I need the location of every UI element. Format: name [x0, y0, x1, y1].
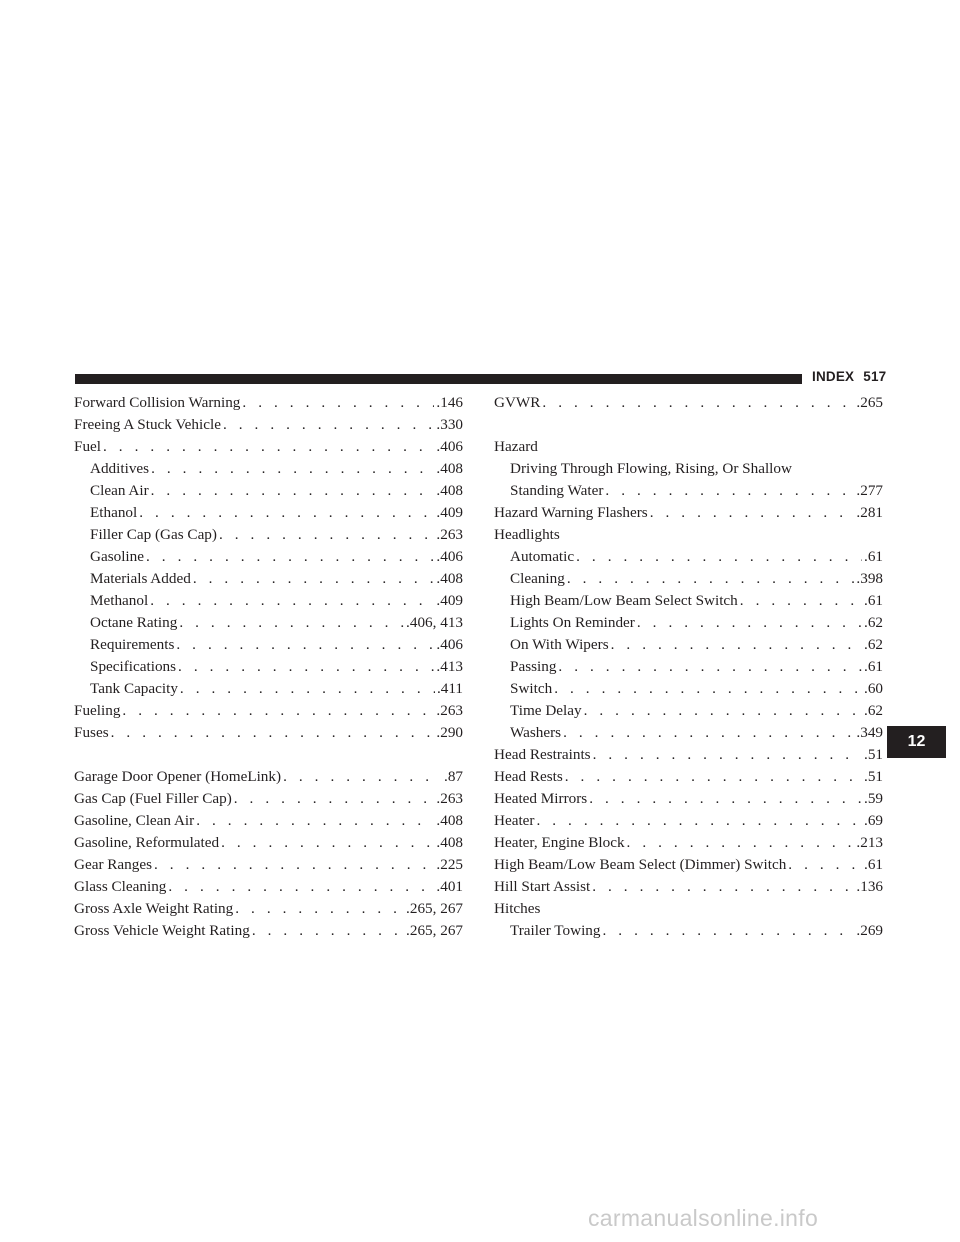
index-entry [74, 766, 463, 788]
page-reference[interactable]: .411 [436, 680, 463, 697]
index-entry [74, 854, 463, 876]
dot-leader [627, 832, 855, 854]
page-reference[interactable]: .62 [864, 702, 883, 719]
dot-leader [536, 810, 862, 832]
dot-leader [283, 766, 442, 788]
page-reference[interactable]: .408 [436, 812, 463, 829]
dot-leader [589, 788, 862, 810]
page-reference[interactable]: .408 [436, 834, 463, 851]
index-term: Washers [510, 724, 562, 741]
index-term: Cleaning [510, 570, 565, 587]
index-term: Gas Cap (Fuel Filler Cap) [74, 790, 232, 807]
index-term: Filler Cap (Gas Cap) [90, 526, 217, 543]
index-entry [494, 590, 883, 612]
page-reference[interactable]: .61 [864, 548, 883, 565]
page-reference[interactable]: .413 [436, 658, 463, 675]
index-term: Head Restraints [494, 746, 591, 763]
index-term: Time Delay [510, 702, 582, 719]
page-reference[interactable]: .409 [436, 592, 463, 609]
page-reference[interactable]: .408 [436, 482, 463, 499]
dot-leader [223, 414, 434, 436]
index-column-left [74, 392, 463, 942]
dot-leader [565, 766, 862, 788]
index-entry [74, 898, 463, 920]
dot-leader [650, 502, 855, 524]
index-entry [74, 502, 463, 524]
index-entry [494, 678, 883, 700]
index-term: Head Rests [494, 768, 563, 785]
dot-leader [558, 656, 862, 678]
index-entry [494, 546, 883, 568]
page-reference[interactable]: .408 [436, 570, 463, 587]
index-term: Clean Air [90, 482, 149, 499]
index-entry [74, 414, 463, 436]
dot-leader [242, 392, 434, 414]
page-reference[interactable]: .401 [436, 878, 463, 895]
index-term: Gear Ranges [74, 856, 153, 873]
index-term: High Beam/Low Beam Select (Dimmer) Switch [494, 856, 787, 873]
index-term: Headlights [494, 526, 560, 543]
page-reference[interactable]: .277 [856, 482, 883, 499]
dot-leader [180, 678, 435, 700]
dot-leader [179, 612, 404, 634]
index-entry [74, 568, 463, 590]
index-entry [74, 810, 463, 832]
index-entry [74, 722, 463, 744]
index-term: Hitches [494, 900, 541, 917]
page-reference[interactable]: .51 [864, 768, 883, 785]
index-term: Fuel [74, 438, 102, 455]
index-term: Hazard Warning Flashers [494, 504, 648, 521]
dot-leader [221, 832, 434, 854]
index-entry [494, 722, 883, 744]
index-term: Hazard [494, 438, 538, 455]
index-term: Gasoline, Clean Air [74, 812, 195, 829]
dot-leader [151, 480, 435, 502]
dot-leader [193, 568, 435, 590]
index-entry [494, 700, 883, 722]
watermark: carmanualsonline.info [588, 1205, 819, 1231]
index-entry [74, 436, 463, 458]
dot-leader [788, 854, 862, 876]
index-term: Octane Rating [90, 614, 178, 631]
dot-leader [178, 656, 434, 678]
index-entry [494, 832, 883, 854]
index-entry [494, 436, 883, 458]
page-reference[interactable]: .146 [436, 394, 463, 411]
index-entry [494, 568, 883, 590]
index-term: GVWR [494, 394, 541, 411]
dot-leader [103, 436, 434, 458]
index-entry [74, 920, 463, 942]
index-entry [74, 634, 463, 656]
page-reference[interactable]: .51 [864, 746, 883, 763]
dot-leader [611, 634, 862, 656]
dot-leader [150, 590, 434, 612]
dot-leader [603, 920, 855, 942]
dot-leader [740, 590, 862, 612]
page-reference[interactable]: .330 [436, 416, 463, 433]
page-reference[interactable]: .213 [856, 834, 883, 851]
dot-leader [122, 700, 434, 722]
header-rule [75, 374, 802, 384]
page-reference[interactable]: .265, 267 [406, 900, 463, 917]
index-entry [494, 876, 883, 898]
dot-leader [252, 920, 404, 942]
index-entry [494, 920, 883, 942]
dot-leader [605, 480, 854, 502]
index-entry [494, 810, 883, 832]
page-reference[interactable]: .349 [856, 724, 883, 741]
dot-leader [593, 744, 862, 766]
index-term: Hill Start Assist [494, 878, 591, 895]
index-entry [74, 678, 463, 700]
dot-leader [554, 678, 862, 700]
page-reference[interactable]: .398 [856, 570, 883, 587]
index-term: Gasoline, Reformulated [74, 834, 220, 851]
page-number: 517 [863, 369, 887, 384]
index-term: Heated Mirrors [494, 790, 588, 807]
index-term: Trailer Towing [510, 922, 601, 939]
page-reference[interactable]: .406 [436, 636, 463, 653]
page-reference[interactable]: .61 [864, 856, 883, 873]
dot-leader [592, 876, 854, 898]
index-term: Switch [510, 680, 553, 697]
dot-leader [234, 788, 435, 810]
dot-leader [637, 612, 862, 634]
index-term: Garage Door Opener (HomeLink) [74, 768, 282, 785]
index-term: Fuses [74, 724, 109, 741]
index-entry [494, 634, 883, 656]
index-entry [494, 744, 883, 766]
index-entry [494, 766, 883, 788]
index-term: Additives [90, 460, 150, 477]
page-reference[interactable]: .406, 413 [406, 614, 463, 631]
index-entry [74, 524, 463, 546]
index-entry [494, 480, 883, 502]
dot-leader [139, 502, 434, 524]
chapter-tab[interactable]: 12 [887, 726, 946, 758]
index-term: Gross Axle Weight Rating [74, 900, 234, 917]
page-reference[interactable]: .59 [864, 790, 883, 807]
index-entry [74, 876, 463, 898]
dot-leader [584, 700, 862, 722]
dot-leader [154, 854, 434, 876]
index-entry [74, 590, 463, 612]
page-reference[interactable]: .290 [436, 724, 463, 741]
dot-leader [219, 524, 434, 546]
index-term: Ethanol [90, 504, 138, 521]
index-entry [494, 612, 883, 634]
dot-leader [151, 458, 434, 480]
index-entry [494, 656, 883, 678]
index-entry [74, 612, 463, 634]
section-title: INDEX [812, 369, 855, 384]
dot-leader [146, 546, 434, 568]
dot-leader [542, 392, 854, 414]
index-column-right [494, 392, 883, 942]
page-reference[interactable]: .409 [436, 504, 463, 521]
index-term: Forward Collision Warning [74, 394, 241, 411]
index-term: Heater [494, 812, 535, 829]
index-entry [494, 898, 883, 920]
dot-leader [176, 634, 434, 656]
page-reference[interactable]: .60 [864, 680, 883, 697]
dot-leader [563, 722, 854, 744]
index-entry [494, 524, 883, 546]
page-reference[interactable]: .263 [436, 526, 463, 543]
index-entry [74, 480, 463, 502]
index-term: Requirements [90, 636, 175, 653]
index-entry [494, 458, 883, 480]
index-term: High Beam/Low Beam Select Switch [510, 592, 738, 609]
index-entry [74, 832, 463, 854]
dot-leader [168, 876, 434, 898]
page-reference[interactable]: .62 [864, 614, 883, 631]
index-term: Automatic [510, 548, 575, 565]
page-reference[interactable]: .406 [436, 548, 463, 565]
index-term: Standing Water [510, 482, 604, 499]
index-entry [74, 656, 463, 678]
index-entry [494, 392, 883, 414]
index-term: Glass Cleaning [74, 878, 167, 895]
index-entry [74, 546, 463, 568]
page-reference[interactable]: .87 [444, 768, 463, 785]
dot-leader [196, 810, 434, 832]
index-term: On With Wipers [510, 636, 609, 653]
index-term: Freeing A Stuck Vehicle [74, 416, 221, 433]
index-term: Methanol [90, 592, 149, 609]
running-header [812, 369, 886, 384]
index-term: Gasoline [90, 548, 144, 565]
page-reference[interactable]: .69 [864, 812, 883, 829]
index-term: Tank Capacity [90, 680, 178, 697]
page-reference[interactable]: .225 [436, 856, 463, 873]
page-reference[interactable]: .281 [856, 504, 883, 521]
page-reference[interactable]: .408 [436, 460, 463, 477]
index-term: Specifications [90, 658, 177, 675]
index-entry [74, 392, 463, 414]
page-reference[interactable]: .136 [856, 878, 883, 895]
index-entry [74, 700, 463, 722]
page-reference[interactable]: .62 [864, 636, 883, 653]
page-reference[interactable]: .61 [864, 658, 883, 675]
dot-leader [576, 546, 862, 568]
page-reference[interactable]: .269 [856, 922, 883, 939]
index-term: Heater, Engine Block [494, 834, 625, 851]
index-term: Fueling [74, 702, 121, 719]
dot-leader [235, 898, 404, 920]
index-entry [494, 502, 883, 524]
index-entry [494, 788, 883, 810]
index-term: Driving Through Flowing, Rising, Or Shallow [510, 460, 792, 477]
index-term: Gross Vehicle Weight Rating [74, 922, 250, 939]
dot-leader [567, 568, 855, 590]
index-entry [74, 788, 463, 810]
index-term: Passing [510, 658, 557, 675]
page-reference[interactable]: .406 [436, 438, 463, 455]
page-reference[interactable]: .265, 267 [406, 922, 463, 939]
page-reference[interactable]: .263 [436, 790, 463, 807]
index-entry [494, 854, 883, 876]
dot-leader [111, 722, 435, 744]
page-reference[interactable]: .61 [864, 592, 883, 609]
index-entry [74, 458, 463, 480]
index-term: Lights On Reminder [510, 614, 635, 631]
index-term: Materials Added [90, 570, 191, 587]
page-reference[interactable]: .265 [856, 394, 883, 411]
page-reference[interactable]: .263 [436, 702, 463, 719]
